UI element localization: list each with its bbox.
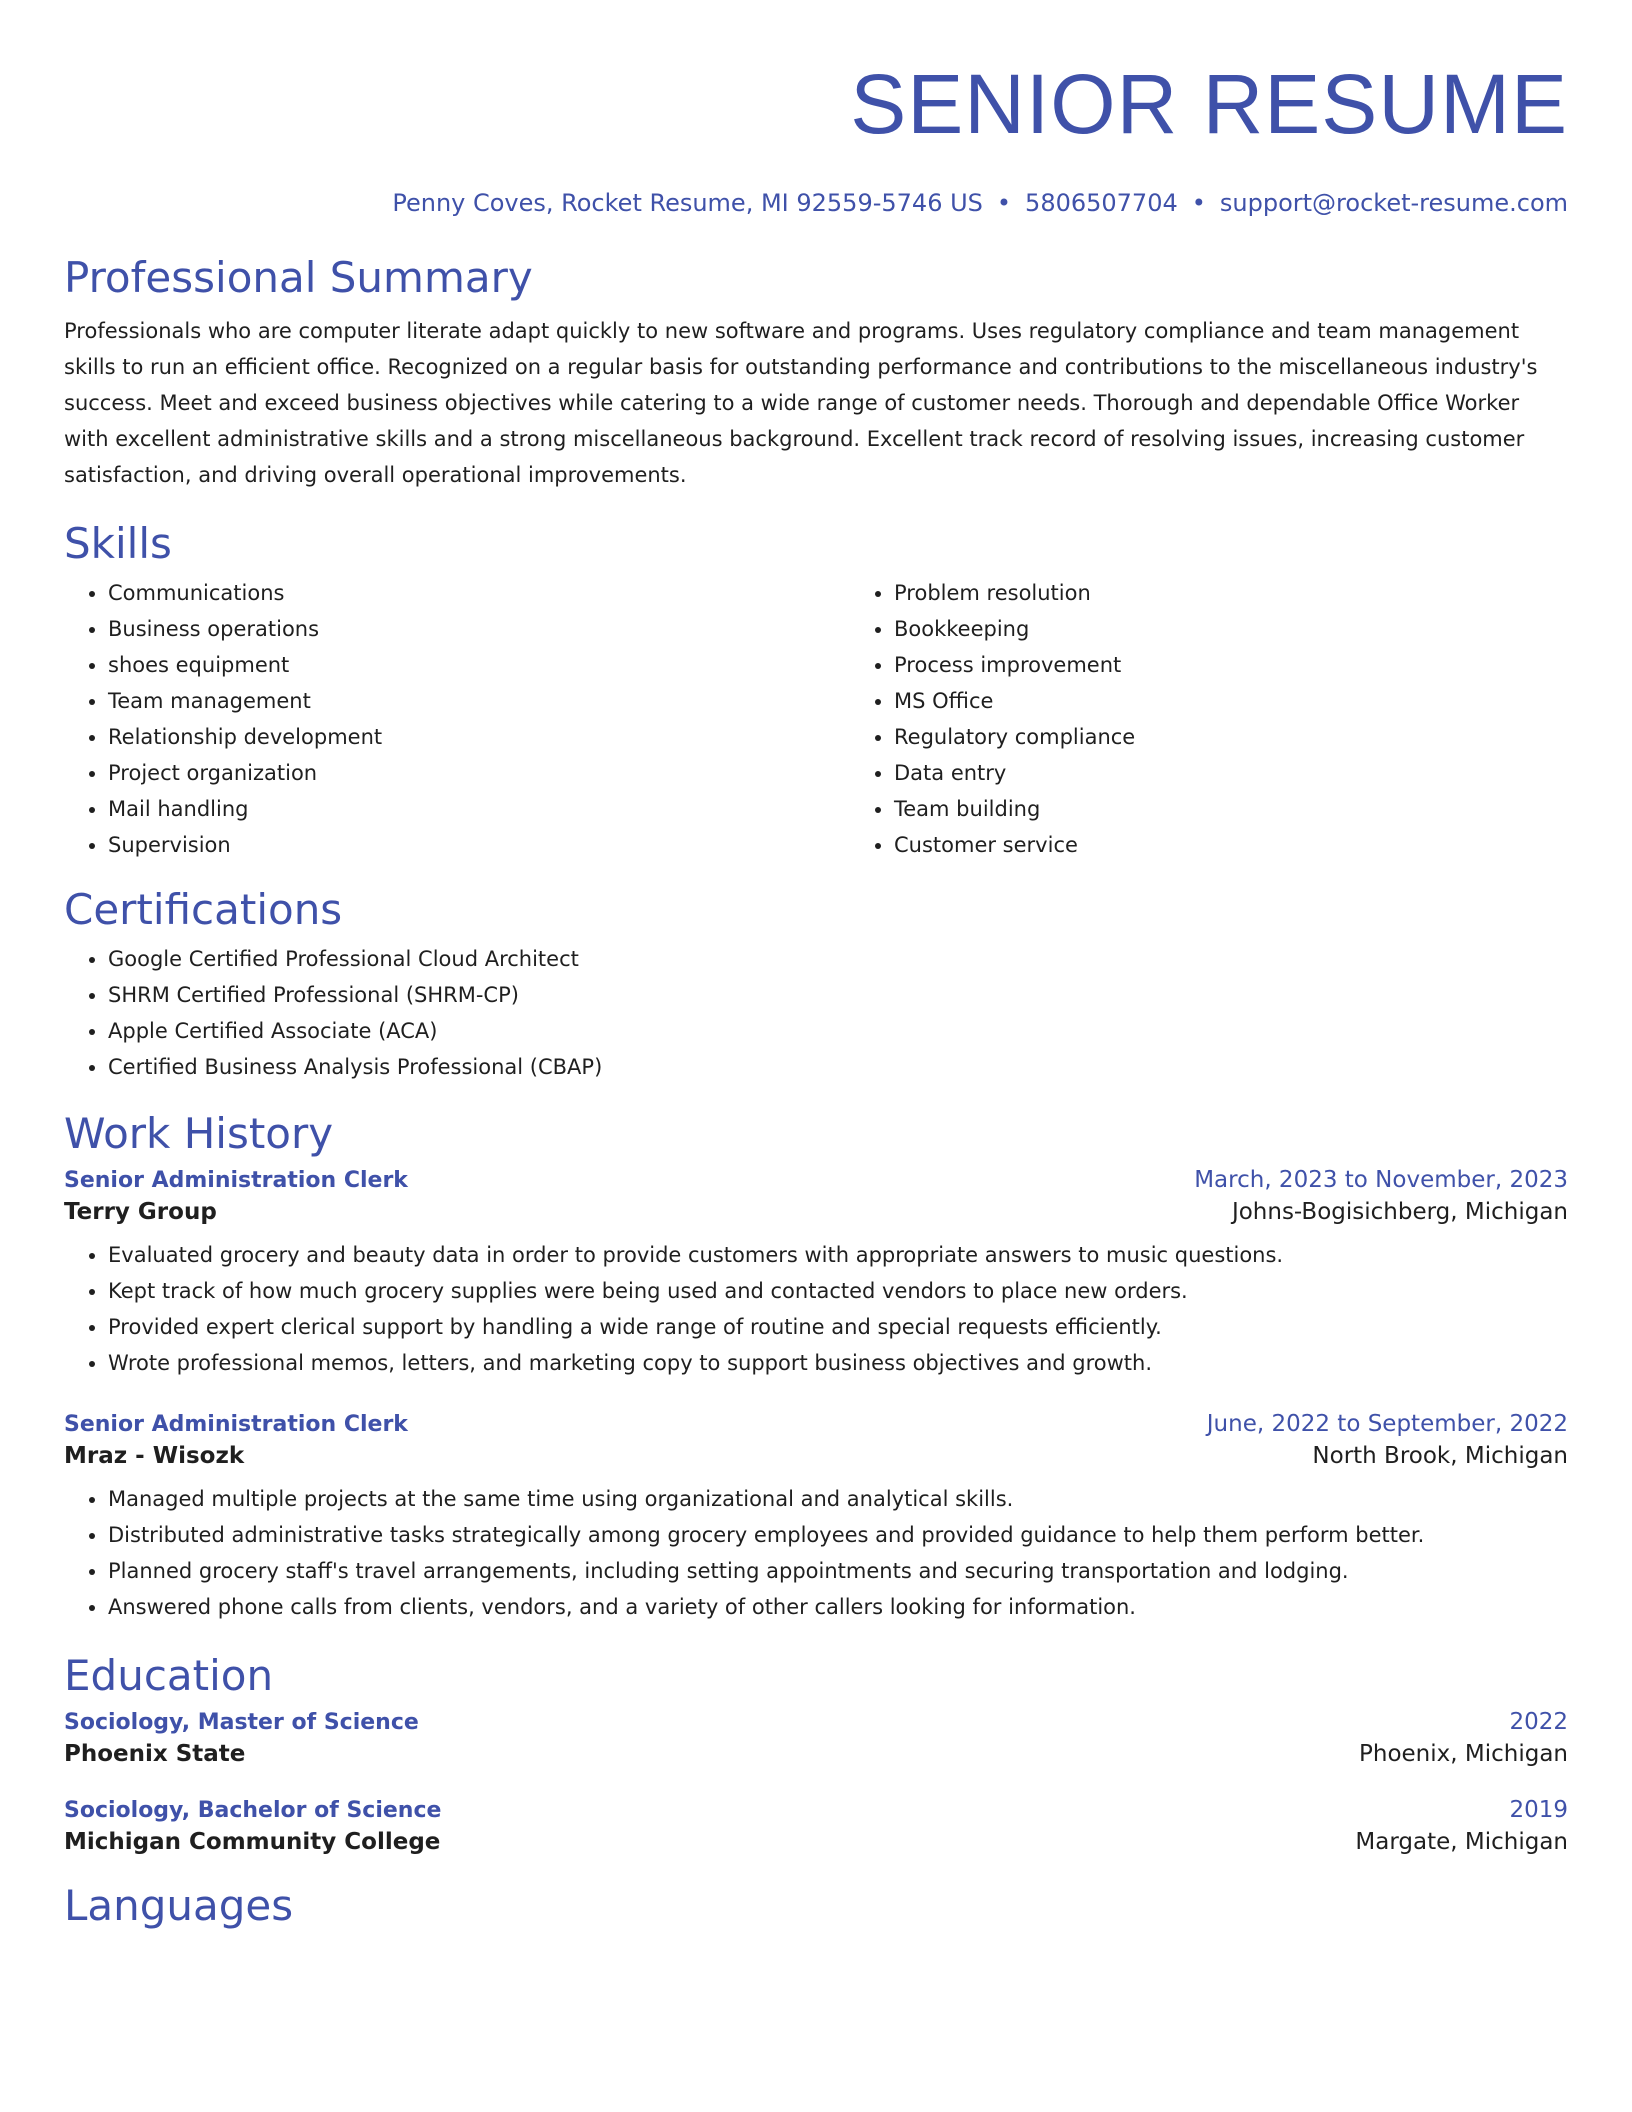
job-entry	[64, 1167, 1568, 1381]
skill-item: • Supervision	[108, 827, 850, 863]
education-subheader	[64, 1741, 1568, 1767]
job-duties	[64, 1237, 1568, 1381]
education-header	[64, 1709, 1568, 1735]
summary-heading: Professional Summary	[64, 253, 533, 302]
skills-heading: Skills	[64, 519, 172, 568]
school-location: Margate, Michigan	[1355, 1829, 1568, 1855]
skill-item: • Data entry	[894, 755, 1632, 791]
certifications-list	[64, 941, 1568, 1085]
contact-line	[64, 188, 1568, 218]
job-subheader	[64, 1443, 1568, 1469]
degree: Sociology, Master of Science	[64, 1710, 419, 1735]
school-name: Phoenix State	[64, 1741, 246, 1767]
skill-item: • Bookkeeping	[894, 611, 1632, 647]
education-entry	[64, 1797, 1568, 1855]
skill-item: • Team building	[894, 791, 1632, 827]
graduation-year: 2019	[1509, 1797, 1568, 1823]
job-title: Senior Administration Clerk	[64, 1412, 408, 1437]
certification-item: • Certified Business Analysis Professional (CBAP)	[108, 1049, 1568, 1085]
job-duty: • Provided expert clerical support by handling a wide range of routine and special requests efficiently.	[108, 1309, 1568, 1345]
job-header	[64, 1167, 1568, 1193]
certifications-heading: Certifications	[64, 885, 343, 934]
skill-item: • Project organization	[108, 755, 850, 791]
education-header	[64, 1797, 1568, 1823]
job-duty: • Evaluated grocery and beauty data in order to provide customers with appropriate answers to music questions.	[108, 1237, 1568, 1273]
job-duty: • Wrote professional memos, letters, and marketing copy to support business objectives and growth.	[108, 1345, 1568, 1381]
education-heading: Education	[64, 1651, 274, 1700]
skill-item: • MS Office	[894, 683, 1632, 719]
school-name: Michigan Community College	[64, 1829, 441, 1855]
job-location: North Brook, Michigan	[1312, 1443, 1568, 1469]
skill-item: • Mail handling	[108, 791, 850, 827]
separator-dot: •	[996, 189, 1012, 217]
job-duty: • Answered phone calls from clients, vendors, and a variety of other callers looking for information.	[108, 1589, 1568, 1625]
job-location: Johns-Bogisichberg, Michigan	[1231, 1199, 1568, 1225]
job-dates: June, 2022 to September, 2022	[1206, 1411, 1568, 1437]
skills-list	[64, 575, 1568, 863]
skill-item: • Problem resolution	[894, 575, 1632, 611]
job-duty: • Distributed administrative tasks strategically among grocery employees and provided guidance to help them perform better.	[108, 1517, 1568, 1553]
job-duty: • Planned grocery staff's travel arrangements, including setting appointments and securing transportation and lodging.	[108, 1553, 1568, 1589]
certification-item: • SHRM Certified Professional (SHRM-CP)	[108, 977, 1568, 1013]
skills-column-right	[850, 575, 1632, 863]
education-subheader	[64, 1829, 1568, 1855]
job-company: Terry Group	[64, 1199, 217, 1225]
skill-item: • Customer service	[894, 827, 1632, 863]
languages-heading: Languages	[64, 1881, 294, 1930]
job-header	[64, 1411, 1568, 1437]
skill-item: • Regulatory compliance	[894, 719, 1632, 755]
skill-item: • Business operations	[108, 611, 850, 647]
contact-email[interactable]: support@rocket-resume.com	[1219, 189, 1568, 217]
contact-address: Penny Coves, Rocket Resume, MI 92559-5746 US	[392, 189, 983, 217]
resume-title: SENIOR RESUME	[850, 57, 1568, 151]
skill-item: • Team management	[108, 683, 850, 719]
skills-column-left	[64, 575, 850, 863]
skill-item: • shoes equipment	[108, 647, 850, 683]
job-dates: March, 2023 to November, 2023	[1194, 1167, 1568, 1193]
skill-item: • Process improvement	[894, 647, 1632, 683]
contact-phone: 5806507704	[1025, 189, 1178, 217]
job-title: Senior Administration Clerk	[64, 1168, 408, 1193]
job-subheader	[64, 1199, 1568, 1225]
job-company: Mraz - Wisozk	[64, 1443, 245, 1469]
summary-text: Professionals who are computer literate adapt quickly to new software and programs. Uses regulatory compliance and team management skills to run an efficient office. Recognized on a regular basis for outstanding performance and contributions to the miscellaneous industry's success. Meet and exceed business objectives while catering to a wide range of customer needs. Thorough and dependable Office Worker with excellent administrative skills and a strong miscellaneous background. Excellent track record of resolving issues, increasing customer satisfaction, and driving overall operational improvements.	[64, 319, 1538, 487]
school-location: Phoenix, Michigan	[1359, 1741, 1568, 1767]
graduation-year: 2022	[1509, 1709, 1568, 1735]
degree: Sociology, Bachelor of Science	[64, 1798, 442, 1823]
job-duty: • Kept track of how much grocery supplies were being used and contacted vendors to place new orders.	[108, 1273, 1568, 1309]
certification-item: • Google Certified Professional Cloud Architect	[108, 941, 1568, 977]
skill-item: • Communications	[108, 575, 850, 611]
education-entry	[64, 1709, 1568, 1767]
job-duty: • Managed multiple projects at the same time using organizational and analytical skills.	[108, 1481, 1568, 1517]
job-duties	[64, 1481, 1568, 1625]
skill-item: • Relationship development	[108, 719, 850, 755]
certification-item: • Apple Certified Associate (ACA)	[108, 1013, 1568, 1049]
job-entry	[64, 1411, 1568, 1625]
work-history-heading: Work History	[64, 1109, 334, 1158]
separator-dot: •	[1191, 189, 1206, 217]
